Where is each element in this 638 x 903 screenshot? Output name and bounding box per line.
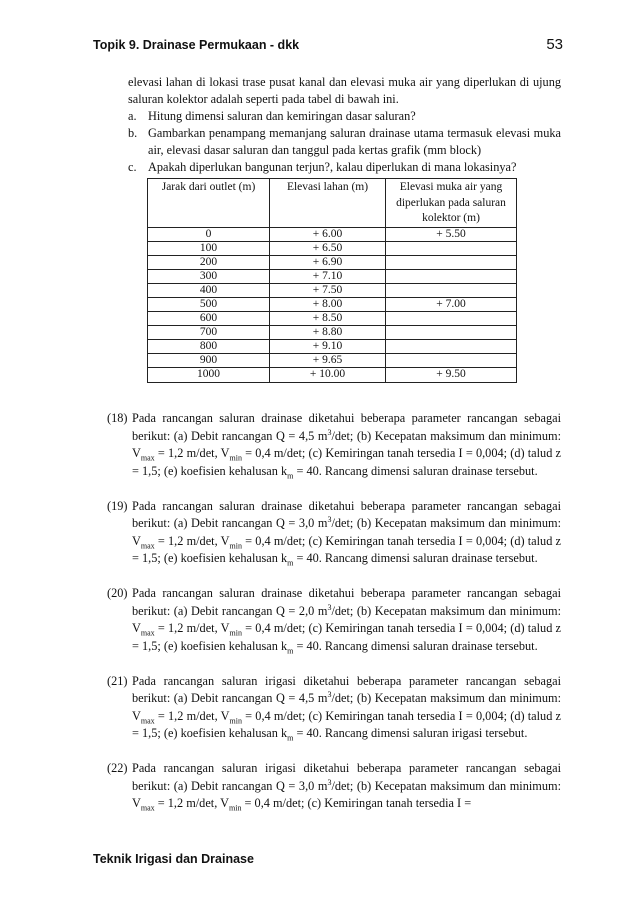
cell-land-elevation: + 8.80 bbox=[270, 326, 386, 340]
cell-water-elevation bbox=[386, 326, 517, 340]
table-row bbox=[148, 255, 517, 269]
question-item bbox=[128, 159, 561, 176]
table-row bbox=[148, 326, 517, 340]
cell-water-elevation bbox=[386, 312, 517, 326]
cell-water-elevation bbox=[386, 340, 517, 354]
cell-water-elevation bbox=[386, 269, 517, 283]
question-text: Hitung dimensi saluran dan kemiringan dasar saluran? bbox=[148, 109, 416, 123]
problem-number: (18) bbox=[107, 411, 128, 425]
cell-distance: 0 bbox=[148, 227, 270, 241]
cell-distance: 600 bbox=[148, 312, 270, 326]
column-header-water-elevation: Elevasi muka air yang diperlukan pada saluran kolektor (m) bbox=[386, 179, 517, 228]
problem-text: Pada rancangan saluran drainase diketahui beberapa parameter rancangan sebagai berikut: (a) Debit rancangan Q = 2,0 $m^3/\det$; (b) Kecepatan maksimum dan minimum: $V_{max} = 1,2$ m/det, $V_{min} = 0,4$ m/det; (c) Kemiringan tanah tersedia I = 0,004; (d) talud z = 1,5; (e) koefisien kehalusan $k_m = 40$. Rancang dimensi saluran drainase tersebut. bbox=[132, 586, 562, 655]
cell-distance: 700 bbox=[148, 326, 270, 340]
cell-land-elevation: + 9.65 bbox=[270, 354, 386, 368]
question-label: b. bbox=[128, 126, 138, 140]
page-footer: Teknik Irigasi dan Drainase bbox=[93, 852, 254, 866]
table-row bbox=[148, 368, 517, 382]
problem-text: Pada rancangan saluran drainase diketahui beberapa parameter rancangan sebagai berikut: (a) Debit rancangan Q = 4,5 $m^3/\det$; (b) Kecepatan maksimum dan minimum: $V_{max} = 1,2$ m/det, $V_{min} = 0,4$ m/det; (c) Kemiringan tanah tersedia I = 0,004; (d) talud z = 1,5; (e) koefisien kehalusan $k_m = 40$. Rancang dimensi saluran drainase tersebut. bbox=[132, 411, 562, 480]
cell-land-elevation: + 10.00 bbox=[270, 368, 386, 382]
cell-water-elevation bbox=[386, 283, 517, 297]
cell-distance: 800 bbox=[148, 340, 270, 354]
column-header-land-elevation: Elevasi lahan (m) bbox=[270, 179, 386, 228]
table-row bbox=[148, 354, 517, 368]
cell-distance: 100 bbox=[148, 241, 270, 255]
problem-item bbox=[107, 585, 561, 655]
cell-land-elevation: + 8.00 bbox=[270, 297, 386, 311]
cell-water-elevation: + 9.50 bbox=[386, 368, 517, 382]
problem-number: (20) bbox=[107, 586, 128, 600]
problem-item bbox=[107, 498, 561, 568]
header-title: Topik 9. Drainase Permukaan - dkk bbox=[93, 38, 300, 52]
problem-item bbox=[107, 410, 561, 480]
cell-land-elevation: + 9.10 bbox=[270, 340, 386, 354]
table-body bbox=[148, 227, 517, 382]
problem-text: Pada rancangan saluran irigasi diketahui beberapa parameter rancangan sebagai berikut: (a) Debit rancangan Q = 4,5 $m^3/\det$; (b) Kecepatan maksimum dan minimum: $V_{max} = 1,2$ m/det, $V_{min} = 0,4$ m/det; (c) Kemiringan tanah tersedia I = 0,004; (d) talud z = 1,5; (e) koefisien kehalusan $k_m = 40$. Rancang dimensi saluran irigasi tersebut. bbox=[132, 673, 562, 743]
problem-number: (21) bbox=[107, 673, 128, 688]
cell-land-elevation: + 6.00 bbox=[270, 227, 386, 241]
cell-distance: 900 bbox=[148, 354, 270, 368]
elevation-table bbox=[147, 178, 517, 383]
cell-land-elevation: + 6.90 bbox=[270, 255, 386, 269]
cell-land-elevation: + 8.50 bbox=[270, 312, 386, 326]
problem-text: Pada rancangan saluran drainase diketahui beberapa parameter rancangan sebagai berikut: (a) Debit rancangan Q = 3,0 $m^3/\det$; (b) Kecepatan maksimum dan minimum: $V_{max} = 1,2$ m/det, $V_{min} = 0,4$ m/det; (c) Kemiringan tanah tersedia I = 0,004; (d) talud z = 1,5; (e) koefisien kehalusan $k_m = 40$. Rancang dimensi saluran drainase tersebut. bbox=[132, 498, 562, 568]
problem-text: Pada rancangan saluran irigasi diketahui beberapa parameter rancangan sebagai berikut: (a) Debit rancangan Q = 3,0 $m^3/\det$; (b) Kecepatan maksimum dan minimum: $V_{max} = 1,2$ m/det, $V_{min} = 0,4$ m/det; (c) Kemiringan tanah tersedia I = bbox=[132, 761, 561, 813]
cell-land-elevation: + 6.50 bbox=[270, 241, 386, 255]
table-row bbox=[148, 297, 517, 311]
question-list bbox=[128, 108, 561, 176]
table-header-row bbox=[148, 179, 517, 228]
cell-distance: 400 bbox=[148, 283, 270, 297]
table-row bbox=[148, 227, 517, 241]
page-number: 53 bbox=[546, 36, 563, 53]
question-text: Gambarkan penampang memanjang saluran drainase utama termasuk elevasi muka air, elevasi dasar saluran dan tanggul pada kertas grafik (mm block) bbox=[148, 126, 561, 157]
problem-number: (19) bbox=[107, 498, 128, 513]
column-header-distance: Jarak dari outlet (m) bbox=[148, 179, 270, 228]
cell-water-elevation: + 7.00 bbox=[386, 297, 517, 311]
problem-list bbox=[107, 410, 561, 830]
table-row bbox=[148, 269, 517, 283]
cell-distance: 500 bbox=[148, 297, 270, 311]
cell-distance: 200 bbox=[148, 255, 270, 269]
table-row bbox=[148, 283, 517, 297]
table-row bbox=[148, 241, 517, 255]
question-item bbox=[128, 125, 561, 159]
cell-distance: 300 bbox=[148, 269, 270, 283]
cell-land-elevation: + 7.10 bbox=[270, 269, 386, 283]
question-label: c. bbox=[128, 160, 137, 174]
question-label: a. bbox=[128, 109, 137, 123]
cell-water-elevation bbox=[386, 241, 517, 255]
problem-item bbox=[107, 673, 561, 743]
intro-paragraph: elevasi lahan di lokasi trase pusat kanal dan elevasi muka air yang diperlukan di ujung saluran kolektor adalah seperti pada tabel di bawah ini. bbox=[128, 75, 561, 106]
table-row bbox=[148, 340, 517, 354]
intro-section bbox=[128, 74, 561, 176]
cell-water-elevation bbox=[386, 255, 517, 269]
cell-land-elevation: + 7.50 bbox=[270, 283, 386, 297]
problem-item bbox=[107, 760, 561, 813]
cell-distance: 1000 bbox=[148, 368, 270, 382]
question-text: Apakah diperlukan bangunan terjun?, kalau diperlukan di mana lokasinya? bbox=[148, 160, 517, 174]
table-row bbox=[148, 312, 517, 326]
cell-water-elevation bbox=[386, 354, 517, 368]
question-item bbox=[128, 108, 561, 125]
cell-water-elevation: + 5.50 bbox=[386, 227, 517, 241]
problem-number: (22) bbox=[107, 761, 128, 775]
